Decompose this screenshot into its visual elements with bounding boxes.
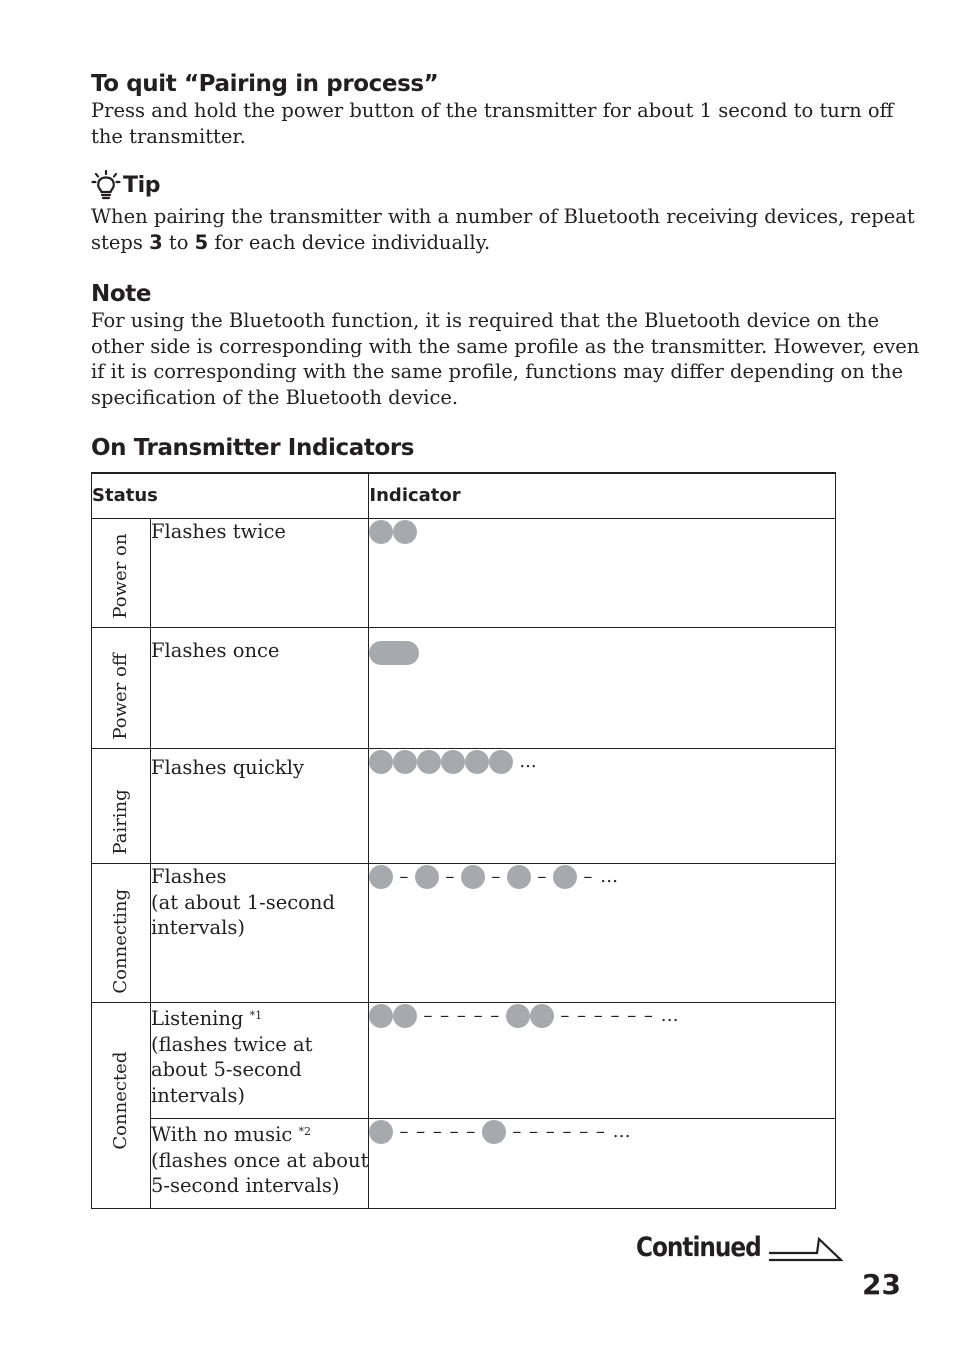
indicator-pattern: ... — [369, 749, 836, 864]
status-column-header: Status — [92, 473, 369, 519]
indicator-description: Flashes — [151, 865, 227, 888]
table-row: Connected Listening $^{*1}$ (flashes twice at about 5-second intervals) – – – – – – – – – – – … — [92, 1003, 836, 1119]
indicator-pattern — [369, 519, 836, 628]
page-number: 23 — [862, 1268, 901, 1301]
quit-pairing-section — [91, 70, 894, 149]
led-dot-icon — [369, 865, 393, 889]
note-text: For using the Bluetooth function, it is required that the Bluetooth device on the other side is corresponding with the same profile as the transmitter. However, even if it is corresponding with the same profile, functions may differ depending on the specification of the Bluetooth device. — [91, 309, 920, 409]
indicator-description: Flashes once — [151, 639, 280, 662]
indicators-heading: On Transmitter Indicators — [91, 435, 415, 461]
table-row — [92, 628, 836, 749]
status-label: Connecting — [110, 889, 132, 994]
status-label: Power off — [110, 653, 132, 740]
table-row: With no music $^{*2}$ (flashes once at about 5-second intervals) – – – – – – – – – – – … — [92, 1119, 836, 1209]
led-dot-icon — [441, 750, 465, 774]
status-label: Connected — [110, 1052, 132, 1150]
indicator-description: Listening $^{*1}$ — [151, 1007, 263, 1030]
table-row — [92, 519, 836, 628]
led-dot-icon — [461, 865, 485, 889]
tip-section — [91, 170, 915, 255]
led-dot-icon — [482, 1120, 506, 1144]
footnote-marker: *2 — [298, 1125, 311, 1138]
continued-marker — [636, 1232, 843, 1263]
note-heading: Note — [91, 281, 152, 307]
indicator-description: With no music $^{*2}$ — [151, 1123, 311, 1146]
led-long-flash-icon — [369, 641, 419, 665]
quit-pairing-heading: To quit “Pairing in process” — [91, 71, 439, 97]
indicator-pattern: – – – – – – – – – – – … — [369, 1003, 836, 1119]
led-dot-icon — [415, 865, 439, 889]
quit-pairing-text: Press and hold the power button of the transmitter for about 1 second to turn off the transmitter. — [91, 99, 894, 148]
table-row — [92, 749, 836, 864]
lightbulb-icon — [91, 170, 121, 202]
table-header-row — [92, 473, 836, 519]
continued-label: Continued — [636, 1232, 761, 1263]
tip-heading — [91, 170, 841, 202]
indicator-pattern — [369, 628, 836, 749]
led-dot-icon — [369, 750, 393, 774]
step-number: 3 — [149, 230, 163, 254]
led-dot-icon — [369, 520, 393, 544]
step-number: 5 — [194, 230, 209, 254]
led-dot-icon — [393, 1004, 417, 1028]
indicator-pattern: – – – – – … — [369, 864, 836, 1003]
status-label: Power on — [110, 533, 132, 619]
note-section — [91, 280, 920, 410]
led-dot-icon — [489, 750, 513, 774]
footnote-marker: *1 — [249, 1009, 263, 1022]
led-dot-icon — [369, 1004, 393, 1028]
tip-text: When pairing the transmitter with a number of Bluetooth receiving devices, repeat steps 3 to 5 for each device individually. — [91, 205, 915, 254]
led-dot-icon — [417, 750, 441, 774]
indicator-column-header: Indicator — [369, 473, 836, 519]
arrow-right-icon — [767, 1234, 843, 1262]
led-dot-icon — [530, 1004, 554, 1028]
indicator-table — [91, 472, 836, 1209]
led-dot-icon — [393, 750, 417, 774]
led-dot-icon — [553, 865, 577, 889]
table-row: Connecting Flashes (at about 1-second intervals) – – – – – … — [92, 864, 836, 1003]
status-label: Pairing — [110, 789, 132, 855]
indicator-description: Flashes quickly — [151, 756, 304, 779]
indicator-description: Flashes twice — [151, 520, 286, 543]
led-dot-icon — [369, 1120, 393, 1144]
indicator-pattern: – – – – – – – – – – – … — [369, 1119, 836, 1209]
led-dot-icon — [465, 750, 489, 774]
tip-title: Tip — [123, 173, 161, 198]
led-dot-icon — [506, 1004, 530, 1028]
led-dot-icon — [393, 520, 417, 544]
led-dot-icon — [507, 865, 531, 889]
